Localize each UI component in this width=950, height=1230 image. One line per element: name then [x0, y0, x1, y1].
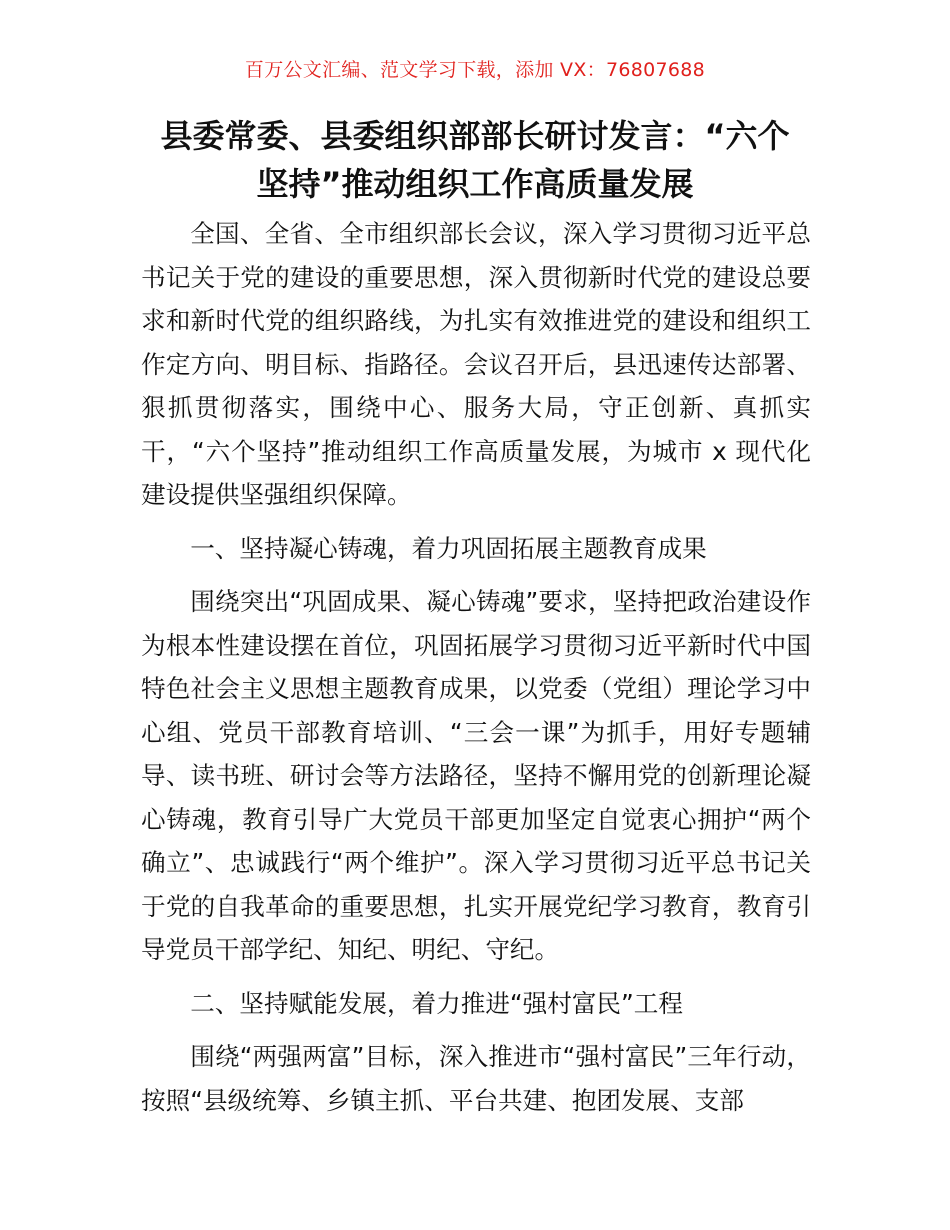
- title-line-2: 坚持”推动组织工作高质量发展: [256, 165, 694, 203]
- section-heading-1: 一、坚持凝心铸魂，着力巩固拓展主题教育成果: [190, 533, 707, 563]
- paragraph-section-2: 围绕“两强两富”目标，深入推进市“强村富民”三年行动，按照“县级统筹、乡镇主抓、平台共建、抱团发展、支部: [141, 1042, 811, 1115]
- watermark-header: 百万公文汇编、范文学习下载，添加 VX：76807688: [244, 59, 706, 81]
- paragraph-intro: 全国、全省、全市组织部长会议，深入学习贯彻习近平总书记关于党的建设的重要思想，深入贯彻新时代党的建设总要求和新时代党的组织路线，为扎实有效推进党的建设和组织工作定方向、明目标、指路径。会议召开后，县迅速传达部署、狠抓贯彻落实，围绕中心、服务大局，守正创新、真抓实干，“六个坚持”推动组织工作高质量发展，为城市 x 现代化建设提供坚强组织保障。: [141, 219, 811, 509]
- title-line-1: 县委常委、县委组织部部长研讨发言：“六个: [160, 117, 790, 155]
- section-heading-2: 二、坚持赋能发展，着力推进“强村富民”工程: [190, 988, 683, 1018]
- document-body: [141, 212, 811, 1122]
- document-title: [130, 112, 820, 208]
- paragraph-section-1: 围绕突出“巩固成果、凝心铸魂”要求，坚持把政治建设作为根本性建设摆在首位，巩固拓展学习贯彻习近平新时代中国特色社会主义思想主题教育成果，以党委（党组）理论学习中心组、党员干部教育培训、“三会一课”为抓手，用好专题辅导、读书班、研讨会等方法路径，坚持不懈用党的创新理论凝心铸魂，教育引导广大党员干部更加坚定自觉衷心拥护“两个确立”、忠诚践行“两个维护”。深入学习贯彻习近平总书记关于党的自我革命的重要思想，扎实开展党纪学习教育，教育引导党员干部学纪、知纪、明纪、守纪。: [141, 587, 811, 964]
